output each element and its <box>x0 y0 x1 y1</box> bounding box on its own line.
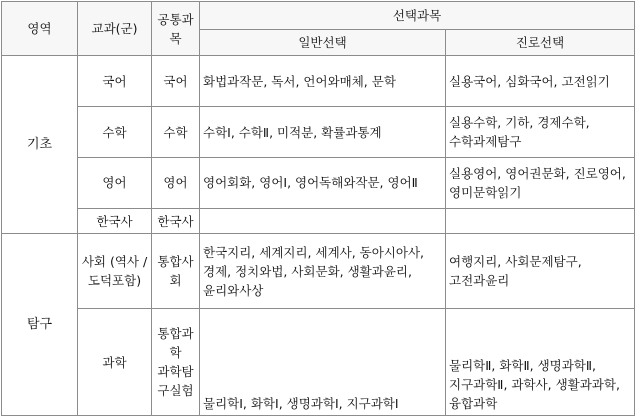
general-elective-cell: 한국지리, 세계지리, 세계사, 동아시아사, 경제, 정치와법, 사회문화, 생활과윤리, 윤리와사상 <box>200 234 446 309</box>
area-basic: 기초 <box>2 56 78 234</box>
common-subject-cell: 통합사회 <box>152 234 200 309</box>
subject-group-cell: 한국사 <box>78 208 152 233</box>
common-subject-cell: 국어 <box>152 56 200 107</box>
header-elective-subject: 선택과목 <box>200 2 635 30</box>
table-row <box>2 56 635 107</box>
header-common-subject: 공통과목 <box>152 2 200 56</box>
curriculum-table <box>1 1 635 416</box>
career-elective-cell: 여행지리, 사회문제탐구, 고전과윤리 <box>446 234 635 309</box>
general-elective-cell: 화법과작문, 독서, 언어와매체, 문학 <box>200 56 446 107</box>
header-row-top <box>2 2 635 30</box>
common-subject-cell: 수학 <box>152 107 200 157</box>
general-elective-cell: 영어회화, 영어Ⅰ, 영어독해와작문, 영어Ⅱ <box>200 157 446 208</box>
subject-group-cell: 과학 <box>78 309 152 416</box>
area-inquiry: 탐구 <box>2 234 78 416</box>
header-general-elective: 일반선택 <box>200 30 446 56</box>
table-row <box>2 157 635 208</box>
career-elective-cell: 실용수학, 기하, 경제수학, 수학과제탐구 <box>446 107 635 157</box>
career-elective-cell <box>446 208 635 233</box>
table-row <box>2 234 635 309</box>
subject-group-cell: 수학 <box>78 107 152 157</box>
general-elective-cell: 물리학Ⅰ, 화학Ⅰ, 생명과학Ⅰ, 지구과학Ⅰ <box>200 309 446 416</box>
career-elective-cell: 물리학Ⅱ, 화학Ⅱ, 생명과학Ⅱ, 지구과학Ⅱ, 과학사, 생활과과학, 융합과학 <box>446 309 635 416</box>
common-subject-cell: 한국사 <box>152 208 200 233</box>
header-career-elective: 진로선택 <box>446 30 635 56</box>
table-row <box>2 309 635 416</box>
header-area: 영역 <box>2 2 78 56</box>
general-elective-cell <box>200 208 446 233</box>
header-subject-group: 교과(군) <box>78 2 152 56</box>
general-elective-cell: 수학Ⅰ, 수학Ⅱ, 미적분, 확률과통계 <box>200 107 446 157</box>
career-elective-cell: 실용국어, 심화국어, 고전읽기 <box>446 56 635 107</box>
career-elective-cell: 실용영어, 영어권문화, 진로영어, 영미문학읽기 <box>446 157 635 208</box>
subject-group-cell: 영어 <box>78 157 152 208</box>
subject-group-cell: 국어 <box>78 56 152 107</box>
common-subject-cell: 통합과학 과학탐구실험 <box>152 309 200 416</box>
subject-group-cell: 사회 (역사 /도덕포함) <box>78 234 152 309</box>
table-row <box>2 107 635 157</box>
table-row <box>2 208 635 233</box>
common-subject-cell: 영어 <box>152 157 200 208</box>
